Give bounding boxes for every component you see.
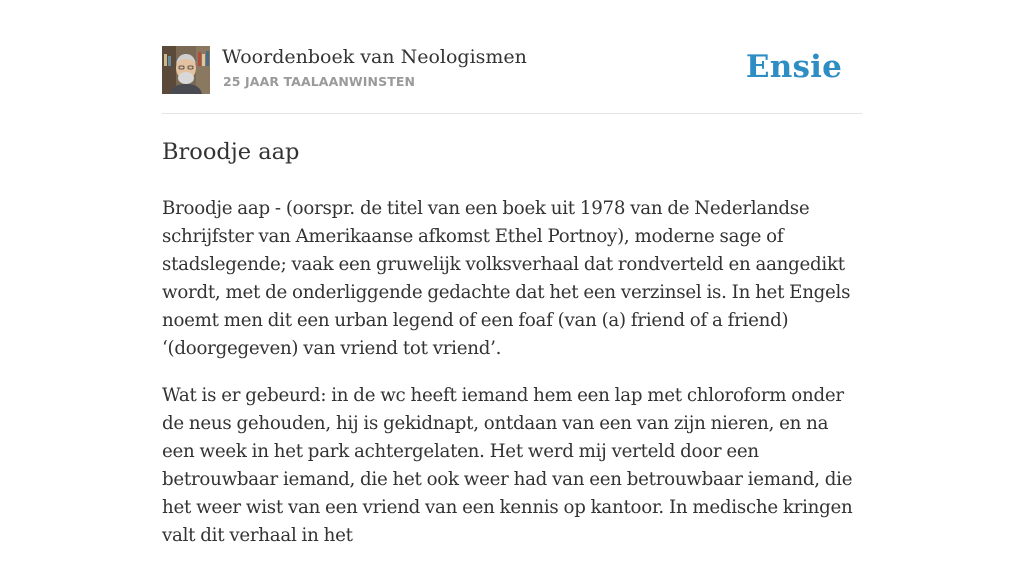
author-avatar[interactable] xyxy=(162,46,210,94)
site-title-link[interactable]: Woordenboek van Neologismen xyxy=(222,46,527,68)
article xyxy=(162,134,864,569)
header xyxy=(162,46,862,96)
ensie-logo-link[interactable]: Ensie xyxy=(745,49,842,85)
article-paragraph: Broodje aap - (oorspr. de titel van een boek uit 1978 van de Nederlandse schrijfster van Amerikaanse afkomst Ethel Portnoy), moderne sage of stadslegende; vaak een gruwelijk volksverhaal dat rondverteld en aangedikt wordt, met de onderliggende gedachte dat het een verzinsel is. In het Engels noemt men dit een urban legend of een foaf (van (a) friend of a friend) ‘(doorgegeven) van vriend tot vriend’. xyxy=(162,198,851,359)
site-subtitle: 25 JAAR TAALAANWINSTEN xyxy=(223,74,416,89)
article-paragraph: Wat is er gebeurd: in de wc heeft iemand hem een lap met chloroform onder de neus gehouden, hij is gekidnapt, ontdaan van een van zijn nieren, en na een week in het park achtergelaten. Het werd mij verteld door een betrouwbaar iemand, die het ook weer had van een betrouwbaar iemand, die het weer wist van een vriend van een kennis op kantoor. In medische kringen valt dit verhaal in het xyxy=(162,385,853,546)
author-avatar-icon xyxy=(162,46,210,94)
article-title: Broodje aap xyxy=(162,139,300,165)
header-divider xyxy=(162,113,862,114)
